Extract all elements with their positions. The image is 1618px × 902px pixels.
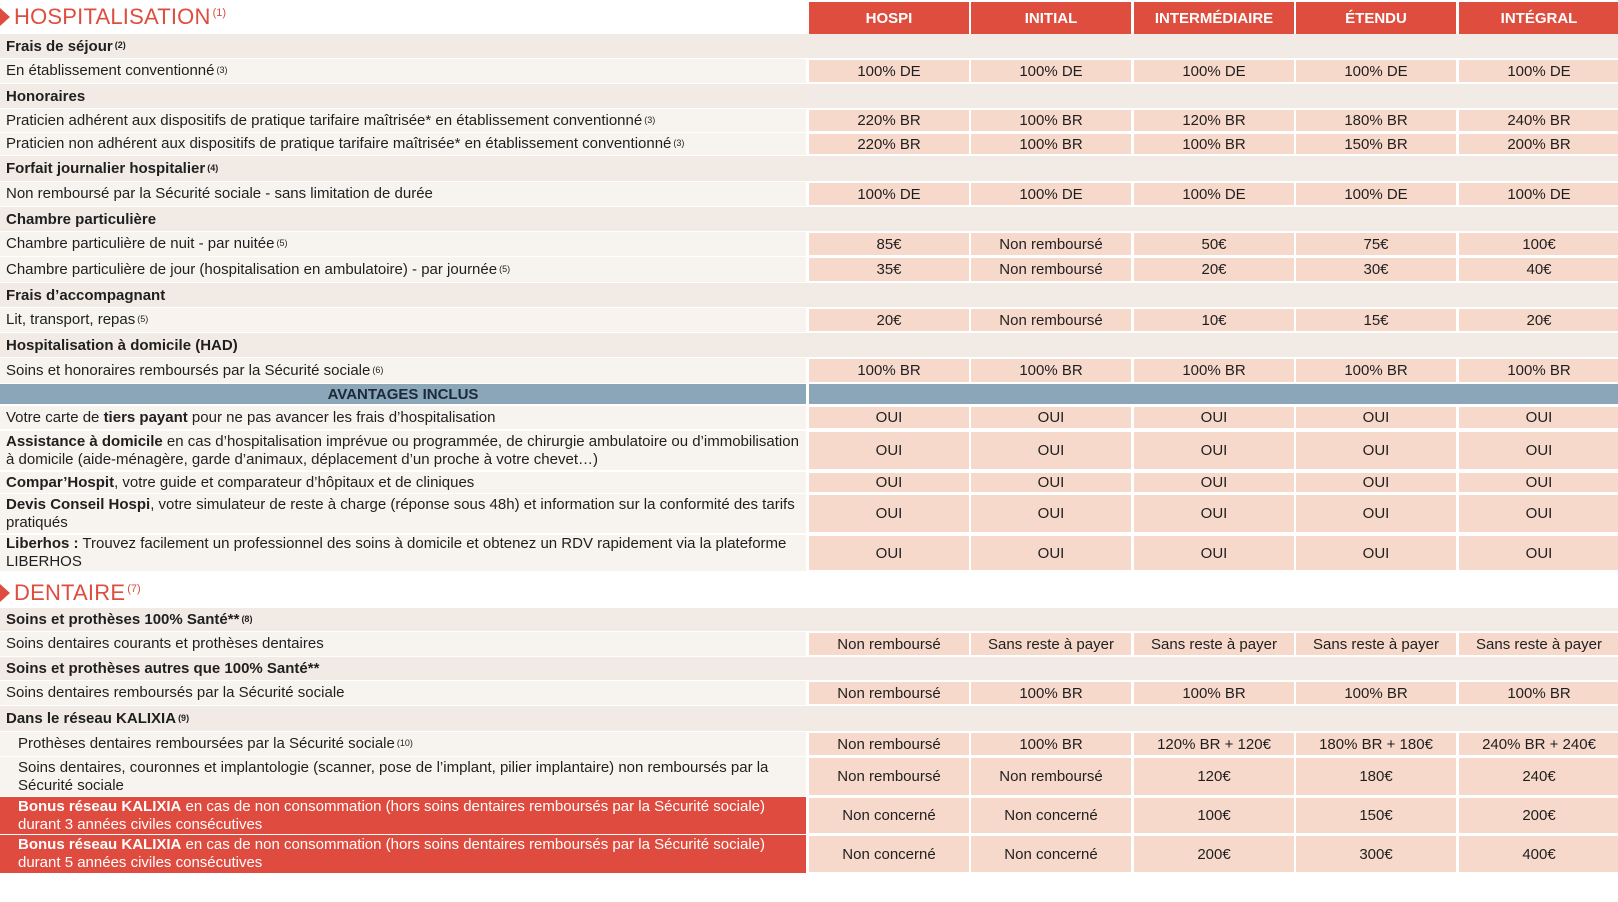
value-cell: OUI bbox=[1459, 473, 1618, 492]
row-label-bold: Liberhos : bbox=[6, 535, 79, 552]
value-cell: 200€ bbox=[1134, 836, 1294, 872]
value-cell: OUI bbox=[1296, 473, 1456, 492]
value-cell: 240€ bbox=[1459, 758, 1618, 795]
table-row bbox=[0, 59, 1618, 84]
value-cell: Non remboursé bbox=[809, 758, 969, 795]
row-label-bold: Bonus réseau KALIXIA bbox=[18, 797, 182, 815]
row-label-text: Bonus réseau KALIXIA en cas de non consommation (hors soins dentaires remboursés par la Sécurité sociale) durant 3 années civiles consécutives bbox=[18, 797, 765, 833]
table-row bbox=[0, 732, 1618, 757]
value-cell: OUI bbox=[971, 536, 1131, 570]
value-cell: 100% DE bbox=[1296, 183, 1456, 205]
value-cell: 100% DE bbox=[1296, 60, 1456, 82]
avantages-header-bar bbox=[809, 384, 1618, 404]
avantage-row bbox=[0, 406, 1618, 430]
value-cell: 120% BR + 120€ bbox=[1134, 733, 1294, 755]
row-label: Chambre particulière de nuit - par nuitée $^{(5)}$ bbox=[0, 232, 806, 257]
hospitalisation-heading bbox=[0, 2, 226, 32]
value-cell: OUI bbox=[1459, 495, 1618, 532]
value-cell: 180% BR + 180€ bbox=[1296, 733, 1456, 755]
section-label: Honoraires bbox=[0, 84, 1618, 109]
table-row bbox=[0, 308, 1618, 333]
value-cell: Non remboursé bbox=[809, 633, 969, 655]
value-cell: OUI bbox=[1134, 473, 1294, 492]
value-cell: 100% BR bbox=[1134, 134, 1294, 154]
avantage-row bbox=[0, 494, 1618, 534]
value-cell: 400€ bbox=[1459, 836, 1618, 872]
value-cell: Non remboursé bbox=[809, 733, 969, 755]
value-cell: 180€ bbox=[1296, 758, 1456, 795]
value-cell: 40€ bbox=[1459, 258, 1618, 281]
column-header-initial: INITIAL bbox=[971, 2, 1131, 34]
value-cell: 100% DE bbox=[1134, 183, 1294, 205]
row-label-bold: Bonus réseau KALIXIA bbox=[18, 836, 182, 853]
row-label bbox=[0, 431, 806, 471]
row-label: Non remboursé par la Sécurité sociale - sans limitation de durée bbox=[0, 182, 806, 207]
row-label bbox=[0, 797, 806, 835]
value-cell: 30€ bbox=[1296, 258, 1456, 281]
section-row bbox=[0, 156, 1618, 182]
column-header-hospi: HOSPI bbox=[809, 2, 969, 34]
value-cell: 150€ bbox=[1296, 798, 1456, 833]
value-cell: 85€ bbox=[809, 233, 969, 255]
arrow-icon bbox=[0, 8, 10, 26]
value-cell: Non concerné bbox=[809, 836, 969, 872]
value-cell: Sans reste à payer bbox=[1134, 633, 1294, 655]
value-cell: 100% DE bbox=[971, 183, 1131, 205]
row-label-text: Devis Conseil Hospi, votre simulateur de reste à charge (réponse sous 48h) et information sur la conformité des tarifs pratiqués bbox=[6, 495, 795, 531]
avantage-row bbox=[0, 535, 1618, 572]
section-label: Dans le réseau KALIXIA $^{(9)}$ bbox=[0, 706, 1618, 732]
value-cell: 120€ bbox=[1134, 758, 1294, 795]
row-label-text: Votre carte de tiers payant pour ne pas avancer les frais d’hospitalisation bbox=[6, 408, 496, 426]
value-cell: Non remboursé bbox=[971, 233, 1131, 255]
table-row bbox=[0, 358, 1618, 384]
section-label: Forfait journalier hospitalier $^{(4)}$ bbox=[0, 156, 1618, 182]
value-cell: OUI bbox=[1134, 495, 1294, 532]
value-cell: 100% BR bbox=[1459, 359, 1618, 382]
row-label bbox=[0, 535, 806, 572]
value-cell: 100% BR bbox=[971, 733, 1131, 755]
section-label: Soins et prothèses 100% Santé** $^{(8)}$ bbox=[0, 608, 1618, 632]
hospitalisation-title: HOSPITALISATION bbox=[14, 4, 211, 29]
dentaire-heading bbox=[0, 578, 141, 608]
value-cell: OUI bbox=[1134, 536, 1294, 570]
value-cell: 100% BR bbox=[1134, 682, 1294, 704]
row-label bbox=[0, 494, 806, 534]
table-row bbox=[0, 232, 1618, 257]
arrow-icon bbox=[0, 584, 10, 602]
section-label: Chambre particulière bbox=[0, 207, 1618, 232]
value-cell: 300€ bbox=[1296, 836, 1456, 872]
value-cell: OUI bbox=[1134, 407, 1294, 428]
section-row bbox=[0, 283, 1618, 308]
value-cell: 100% BR bbox=[971, 110, 1131, 131]
footnote-ref: (4) bbox=[207, 162, 219, 173]
avantages-header: AVANTAGES INCLUS bbox=[0, 384, 806, 404]
value-cell: 100€ bbox=[1134, 798, 1294, 833]
value-cell: 150% BR bbox=[1296, 134, 1456, 154]
value-cell: OUI bbox=[1459, 536, 1618, 570]
dentaire-note: (7) bbox=[127, 583, 141, 595]
footnote-ref: (5) bbox=[137, 314, 149, 324]
value-cell: Sans reste à payer bbox=[1459, 633, 1618, 655]
row-label: Soins dentaires, couronnes et implantologie (scanner, pose de l’implant, pilier implantaire) non remboursés par la Sécurité sociale bbox=[0, 757, 806, 797]
value-cell: 100% DE bbox=[1459, 183, 1618, 205]
value-cell: OUI bbox=[971, 432, 1131, 469]
value-cell: 10€ bbox=[1134, 309, 1294, 331]
value-cell: 100% BR bbox=[1296, 682, 1456, 704]
section-label: Frais de séjour $^{(2)}$ bbox=[0, 34, 1618, 59]
value-cell: 220% BR bbox=[809, 134, 969, 154]
row-label: Praticien non adhérent aux dispositifs de pratique tarifaire maîtrisée* en établissement conventionné $^{(3)}$ bbox=[0, 133, 806, 156]
row-label: Chambre particulière de jour (hospitalisation en ambulatoire) - par journée $^{(5)}$ bbox=[0, 257, 806, 283]
value-cell: Non concerné bbox=[971, 798, 1131, 833]
footnote-ref: (8) bbox=[241, 613, 253, 624]
footnote-ref: (5) bbox=[499, 263, 511, 274]
value-cell: OUI bbox=[1296, 432, 1456, 469]
value-cell: OUI bbox=[809, 407, 969, 428]
value-cell: 100€ bbox=[1459, 233, 1618, 255]
hospitalisation-note: (1) bbox=[212, 7, 227, 19]
footnote-ref: (5) bbox=[276, 238, 288, 248]
value-cell: 35€ bbox=[809, 258, 969, 281]
row-label: Soins dentaires courants et prothèses dentaires bbox=[0, 632, 806, 657]
table-row bbox=[0, 182, 1618, 207]
value-cell: 100% BR bbox=[1296, 359, 1456, 382]
value-cell: OUI bbox=[809, 432, 969, 469]
column-header-etendu: ÉTENDU bbox=[1296, 2, 1456, 34]
value-cell: Sans reste à payer bbox=[1296, 633, 1456, 655]
row-label: Prothèses dentaires remboursées par la Sécurité sociale $^{(10)}$ bbox=[0, 732, 806, 757]
value-cell: 180% BR bbox=[1296, 110, 1456, 131]
value-cell: 100% BR bbox=[971, 359, 1131, 382]
table-row bbox=[0, 109, 1618, 133]
section-row bbox=[0, 608, 1618, 632]
section-label: Frais d’accompagnant bbox=[0, 283, 1618, 308]
value-cell: OUI bbox=[1459, 407, 1618, 428]
section-row bbox=[0, 333, 1618, 358]
section-row bbox=[0, 84, 1618, 109]
table-row bbox=[0, 133, 1618, 156]
value-cell: 20€ bbox=[809, 309, 969, 331]
footnote-ref: (2) bbox=[114, 40, 126, 50]
row-label-bold: Compar’Hospit bbox=[6, 473, 115, 491]
value-cell: 100% DE bbox=[809, 60, 969, 82]
value-cell: Non concerné bbox=[971, 836, 1131, 872]
footnote-ref: (10) bbox=[396, 738, 413, 748]
row-label: Soins et honoraires remboursés par la Sécurité sociale $^{(6)}$ bbox=[0, 358, 806, 384]
row-label: Soins dentaires remboursés par la Sécurité sociale bbox=[0, 681, 806, 706]
value-cell: Non concerné bbox=[809, 798, 969, 833]
footnote-ref: (3) bbox=[673, 138, 685, 148]
row-label-bold: Devis Conseil Hospi bbox=[6, 495, 151, 513]
value-cell: OUI bbox=[1296, 495, 1456, 532]
value-cell: 240% BR bbox=[1459, 110, 1618, 131]
value-cell: 100% DE bbox=[809, 183, 969, 205]
row-label-bold: tiers payant bbox=[103, 408, 188, 426]
section-label: Hospitalisation à domicile (HAD) bbox=[0, 333, 1618, 358]
section-label: Soins et prothèses autres que 100% Santé** bbox=[0, 657, 1618, 681]
row-label bbox=[0, 406, 806, 430]
bonus-row bbox=[0, 835, 1618, 874]
value-cell: Non remboursé bbox=[809, 682, 969, 704]
value-cell: 220% BR bbox=[809, 110, 969, 131]
row-label-bold: Assistance à domicile bbox=[6, 432, 163, 450]
footnote-ref: (3) bbox=[644, 114, 656, 125]
value-cell: OUI bbox=[1296, 407, 1456, 428]
value-cell: 100% DE bbox=[971, 60, 1131, 82]
row-label-text: Bonus réseau KALIXIA en cas de non consommation (hors soins dentaires remboursés par la Sécurité sociale) durant 5 années civiles consécutives bbox=[18, 836, 765, 871]
section-row bbox=[0, 657, 1618, 681]
row-label: En établissement conventionné $^{(3)}$ bbox=[0, 59, 806, 84]
footnote-ref: (6) bbox=[372, 364, 384, 375]
value-cell: 120% BR bbox=[1134, 110, 1294, 131]
value-cell: OUI bbox=[809, 473, 969, 492]
table-row bbox=[0, 632, 1618, 657]
value-cell: OUI bbox=[971, 407, 1131, 428]
table-row bbox=[0, 257, 1618, 283]
value-cell: 20€ bbox=[1459, 309, 1618, 331]
value-cell: OUI bbox=[1134, 432, 1294, 469]
value-cell: Sans reste à payer bbox=[971, 633, 1131, 655]
value-cell: OUI bbox=[971, 473, 1131, 492]
value-cell: 100% BR bbox=[1459, 682, 1618, 704]
value-cell: 200% BR bbox=[1459, 134, 1618, 154]
row-label-text: Liberhos : Trouvez facilement un professionnel des soins à domicile et obtenez un RDV rapidement via la plateforme LIBERHOS bbox=[6, 535, 787, 570]
dentaire-title: DENTAIRE bbox=[14, 580, 126, 605]
value-cell: OUI bbox=[1296, 536, 1456, 570]
value-cell: OUI bbox=[971, 495, 1131, 532]
section-row bbox=[0, 34, 1618, 59]
row-label bbox=[0, 472, 806, 494]
value-cell: 100% DE bbox=[1134, 60, 1294, 82]
bonus-row bbox=[0, 797, 1618, 835]
value-cell: 240% BR + 240€ bbox=[1459, 733, 1618, 755]
section-row bbox=[0, 706, 1618, 732]
value-cell: OUI bbox=[809, 495, 969, 532]
value-cell: OUI bbox=[1459, 432, 1618, 469]
value-cell: 100% BR bbox=[1134, 359, 1294, 382]
value-cell: 15€ bbox=[1296, 309, 1456, 331]
value-cell: OUI bbox=[809, 536, 969, 570]
avantage-row bbox=[0, 431, 1618, 471]
footnote-ref: (9) bbox=[178, 712, 190, 723]
value-cell: 50€ bbox=[1134, 233, 1294, 255]
value-cell: Non remboursé bbox=[971, 258, 1131, 281]
value-cell: 20€ bbox=[1134, 258, 1294, 281]
value-cell: 100% BR bbox=[971, 134, 1131, 154]
row-label: Lit, transport, repas $^{(5)}$ bbox=[0, 308, 806, 333]
table-row bbox=[0, 757, 1618, 797]
column-header-intermediaire: INTERMÉDIAIRE bbox=[1134, 2, 1294, 34]
value-cell: 100% BR bbox=[971, 682, 1131, 704]
row-label bbox=[0, 835, 806, 874]
value-cell: 100% BR bbox=[809, 359, 969, 382]
value-cell: Non remboursé bbox=[971, 758, 1131, 795]
row-label-text: Assistance à domicile en cas d’hospitalisation imprévue ou programmée, de chirurgie ambulatoire ou d’immobilisation à domicile (aide-ménagère, garde d’animaux, déplacement d’un proche à votre chevet…) bbox=[6, 432, 799, 468]
value-cell: 200€ bbox=[1459, 798, 1618, 833]
column-header-integral: INTÉGRAL bbox=[1459, 2, 1618, 34]
avantage-row bbox=[0, 472, 1618, 494]
value-cell: Non remboursé bbox=[971, 309, 1131, 331]
table-row bbox=[0, 681, 1618, 706]
section-row bbox=[0, 207, 1618, 232]
value-cell: 100% DE bbox=[1459, 60, 1618, 82]
row-label-text: Compar’Hospit, votre guide et comparateur d’hôpitaux et de cliniques bbox=[6, 473, 475, 491]
footnote-ref: (3) bbox=[216, 65, 228, 75]
row-label: Praticien adhérent aux dispositifs de pratique tarifaire maîtrisée* en établissement conventionné $^{(3)}$ bbox=[0, 109, 806, 133]
value-cell: 75€ bbox=[1296, 233, 1456, 255]
